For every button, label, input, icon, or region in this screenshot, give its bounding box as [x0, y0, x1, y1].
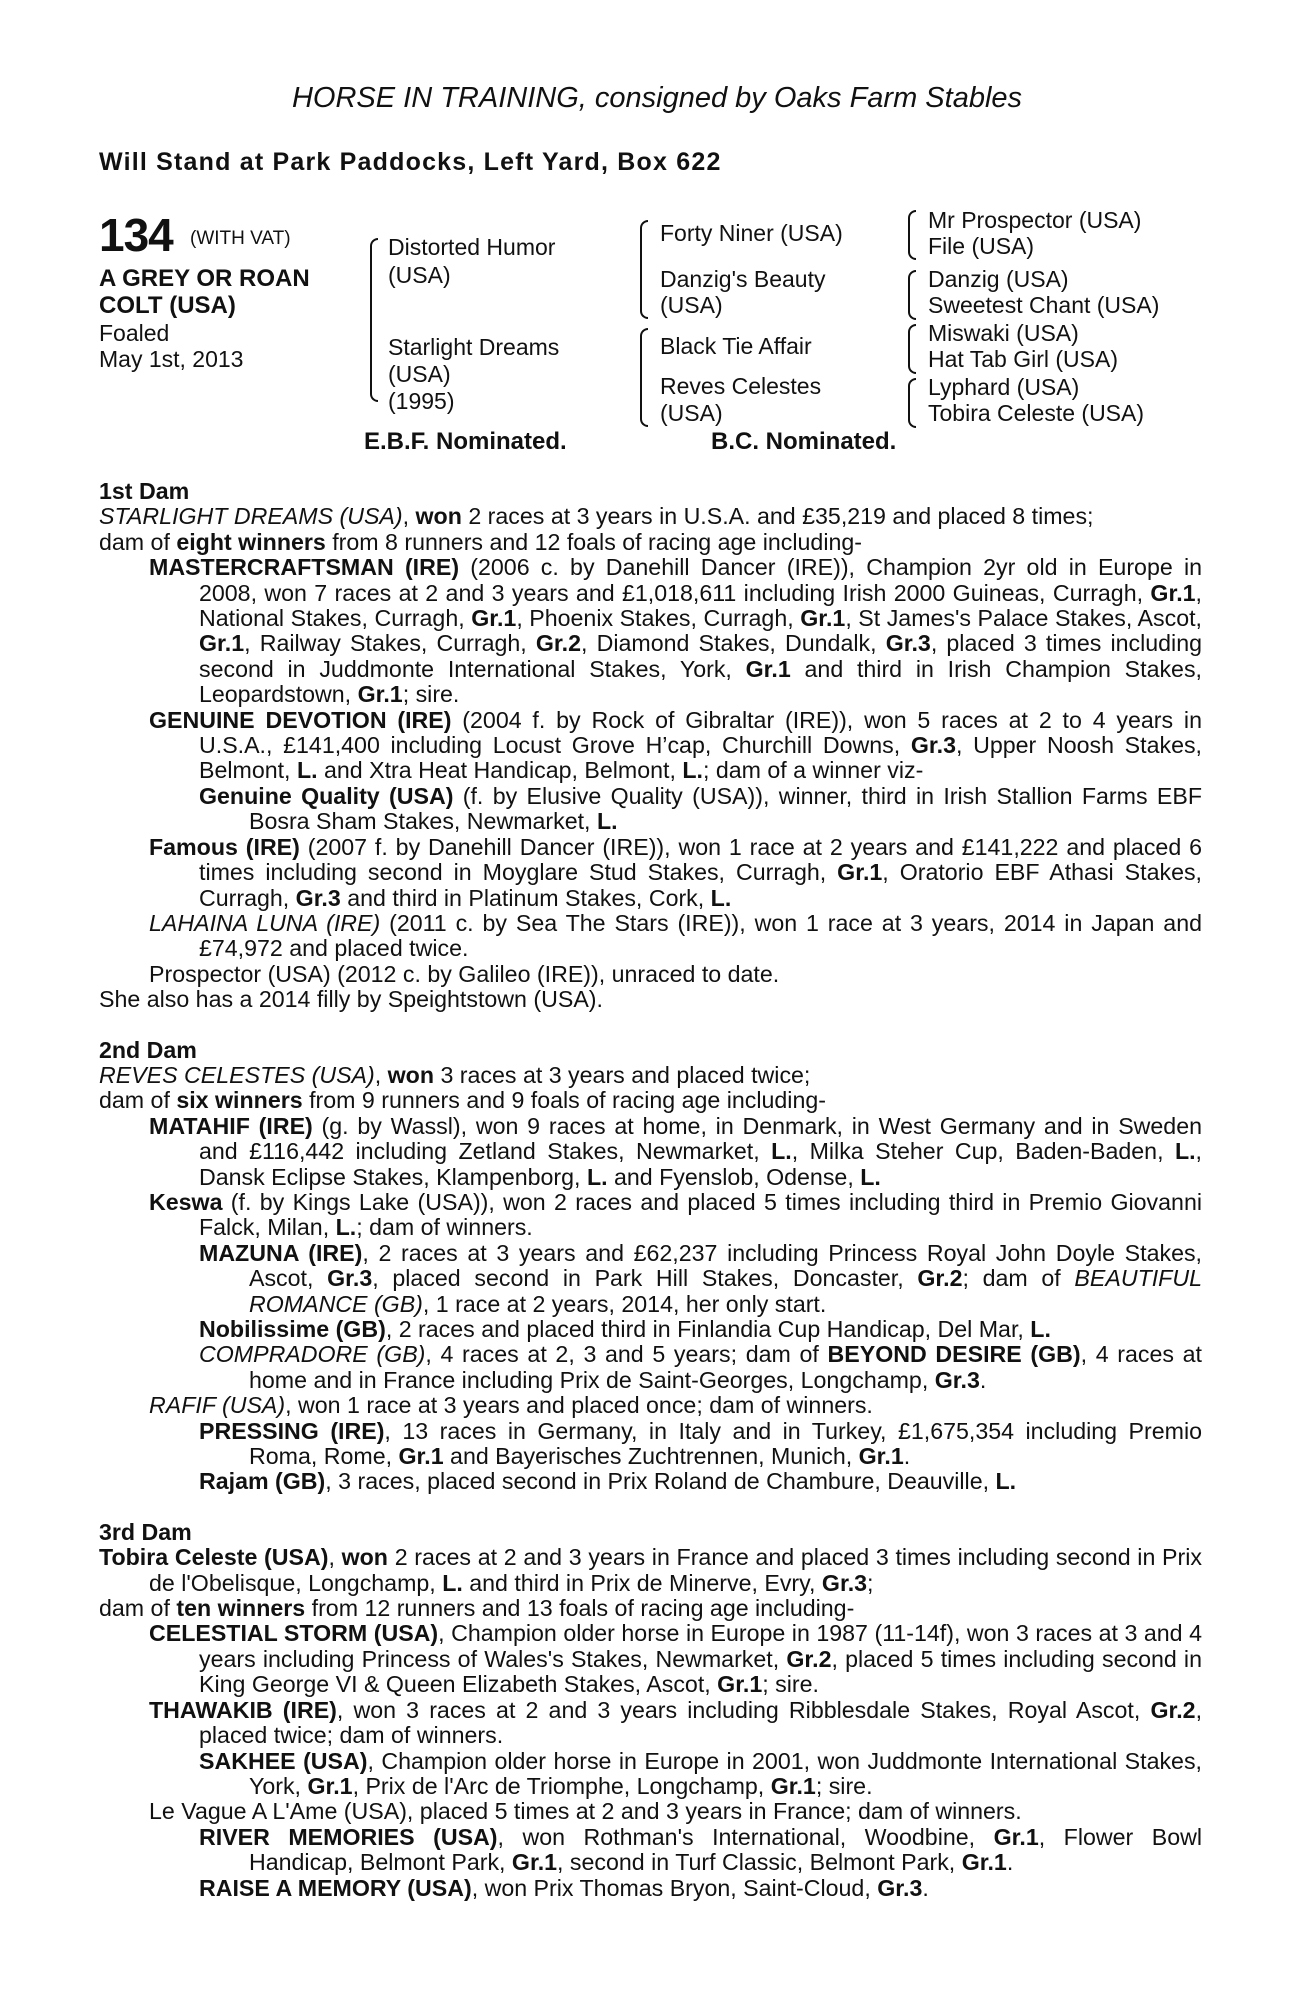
- entry-text: , won 1 race at 3 years and placed once; dam of winners.: [285, 1392, 873, 1419]
- entry-text: Tobira Celeste (USA): [99, 1544, 329, 1571]
- produce-entry: [99, 504, 1202, 529]
- entry-text: , Prix de l'Arc de Triomphe, Longchamp,: [352, 1772, 771, 1799]
- entry-text: Gr.2: [917, 1265, 963, 1292]
- entry-text: .: [922, 1874, 929, 1901]
- entry-text: L.: [995, 1468, 1017, 1495]
- entry-text: ;: [867, 1569, 874, 1596]
- produce-entry: [199, 1469, 1202, 1494]
- produce-entry: [99, 530, 1202, 555]
- foaled-date: May 1st, 2013: [99, 346, 244, 372]
- entry-text: Gr.1: [717, 1671, 763, 1698]
- entry-text: , placed 5 times including second in King George VI & Queen Elizabeth Stakes, Ascot,: [199, 1645, 1202, 1698]
- entry-text: L.: [860, 1163, 881, 1190]
- entry-text: , Diamond Stakes, Dundalk,: [581, 630, 886, 657]
- entry-text: SAKHEE (USA): [199, 1747, 368, 1774]
- entry-text: BEYOND DESIRE (GB): [827, 1341, 1081, 1368]
- entry-text: six winners: [176, 1087, 303, 1114]
- pedigree-brace: [640, 328, 648, 427]
- entry-text: Gr.1: [398, 1443, 444, 1470]
- bc-nominated: B.C. Nominated.: [711, 428, 897, 455]
- produce-entry: [149, 835, 1202, 911]
- entry-text: Famous (IRE): [149, 833, 300, 860]
- entry-text: COMPRADORE (GB): [199, 1341, 426, 1368]
- sire-name: Distorted Humor: [388, 234, 556, 260]
- entry-text: ,: [328, 1544, 342, 1571]
- entry-text: MAZUNA (IRE): [199, 1239, 363, 1266]
- entry-text: from 9 runners and 9 foals of racing age including-: [302, 1087, 826, 1114]
- entry-text: , won Rothman's International, Woodbine,: [497, 1823, 994, 1850]
- entry-text: (f. by Elusive Quality (USA)), winner, third in Irish Stallion Farms EBF Bosra Sham Stakes, Newmarket,: [249, 782, 1202, 835]
- entry-text: Gr.1: [511, 1849, 558, 1876]
- entry-text: (2004 f. by Rock of Gibraltar (IRE)), won 5 races at 2 to 4 years in U.S.A., £141,400 including Locust Grove H’cap, Churchill Downs,: [199, 706, 1202, 759]
- sire-sire-sire: Mr Prospector (USA): [928, 207, 1142, 233]
- entry-text: STARLIGHT DREAMS (USA): [99, 503, 403, 530]
- dam-dam-dam: Tobira Celeste (USA): [928, 400, 1145, 426]
- entry-text: Gr.1: [745, 655, 791, 682]
- entry-text: L.: [296, 757, 318, 784]
- entry-text: ; dam of: [962, 1265, 1075, 1292]
- entry-text: ,: [402, 503, 416, 530]
- entry-text: L.: [596, 808, 618, 835]
- entry-text: , 4 races at 2, 3 and 5 years; dam of: [425, 1341, 828, 1368]
- entry-text: and Fyenslob, Odense,: [607, 1163, 861, 1190]
- dam-dam-name: Reves Celestes: [660, 373, 822, 399]
- entry-text: .: [979, 1366, 987, 1393]
- entry-text: MASTERCRAFTSMAN (IRE): [149, 554, 460, 581]
- pedigree-brace: [370, 238, 378, 402]
- entry-text: Gr.2: [1150, 1696, 1196, 1723]
- sire-country: (USA): [388, 262, 451, 288]
- entry-text: , won Prix Thomas Bryon, Saint-Cloud,: [471, 1874, 878, 1901]
- entry-text: , Champion older horse in Europe in 1987 (11-14f), won 3 races at 3 and 4 years including Princess of Wales's Stakes, Newmarket,: [199, 1620, 1202, 1672]
- entry-text: , placed 3 times including second in Juddmonte International Stakes, York,: [199, 630, 1202, 682]
- entry-text: .: [1006, 1849, 1014, 1876]
- entry-text: and third in Prix de Minerve, Evry,: [462, 1569, 822, 1596]
- lot-description-line2: COLT (USA): [99, 292, 236, 319]
- entry-text: Gr.1: [800, 605, 846, 632]
- entry-text: , 2 races at 3 years and £62,237 including Princess Royal John Doyle Stakes, Ascot,: [249, 1239, 1202, 1292]
- entry-text: Gr.3: [910, 732, 956, 759]
- dam-section: [99, 1038, 1202, 1495]
- entry-text: Gr.1: [837, 859, 883, 886]
- sire-sire-dam: File (USA): [928, 233, 1035, 259]
- dam-dam-sire: Lyphard (USA): [928, 374, 1080, 400]
- entry-text: Gr.1: [858, 1443, 904, 1470]
- dam-year: (1995): [388, 388, 455, 414]
- produce-entry: [149, 1698, 1202, 1749]
- entry-text: Gr.3: [877, 1874, 923, 1901]
- entry-text: (2006 c. by Danehill Dancer (IRE)), Champion 2yr old in Europe in 2008, won 7 races at 2 and 3 years and £1,018,611 including Irish 2000 Guineas, Curragh,: [199, 554, 1203, 606]
- stand-location: Will Stand at Park Paddocks, Left Yard, Box 622: [99, 148, 722, 176]
- dam-heading: 2nd Dam: [99, 1036, 197, 1063]
- entry-text: REVES CELESTES (USA): [99, 1061, 375, 1088]
- entry-text: GENUINE DEVOTION (IRE): [149, 706, 452, 733]
- entry-text: won: [341, 1544, 388, 1571]
- entry-text: Gr.1: [307, 1772, 353, 1799]
- dam-sire-dam: Hat Tab Girl (USA): [928, 346, 1119, 372]
- entry-text: Gr.1: [1150, 579, 1196, 606]
- produce-entry: [199, 1317, 1202, 1342]
- produce-entry: [99, 987, 1202, 1012]
- foaled-label: Foaled: [99, 320, 170, 346]
- produce-entry: [149, 555, 1202, 707]
- produce-entry: [199, 1419, 1202, 1470]
- entry-text: Gr.1: [199, 630, 245, 657]
- entry-text: , Phoenix Stakes, Curragh,: [516, 605, 801, 632]
- entry-text: Le Vague A L'Ame (USA), placed 5 times at 2 and 3 years in France; dam of winners.: [149, 1798, 1022, 1825]
- entry-text: , National Stakes, Curragh,: [199, 579, 1202, 632]
- produce-entry: [199, 1342, 1202, 1393]
- produce-entry: [199, 1825, 1202, 1876]
- entry-text: Keswa: [149, 1188, 223, 1215]
- entry-text: LAHAINA LUNA (IRE): [149, 909, 381, 936]
- entry-text: , Flower Bowl Handicap, Belmont Park,: [249, 1823, 1202, 1876]
- entry-text: (2011 c. by Sea The Stars (IRE)), won 1 race at 3 years, 2014 in Japan and £74,972 and placed twice.: [199, 909, 1202, 962]
- entry-text: (2007 f. by Danehill Dancer (IRE)), won 1 race at 2 years and £141,222 and placed 6 times including second in Moyglare Stud Stakes, Curragh,: [199, 833, 1202, 886]
- pedigree-brace: [908, 210, 916, 260]
- entry-text: Gr.2: [786, 1645, 832, 1672]
- entry-text: Gr.3: [885, 630, 931, 657]
- produce-entry: [149, 708, 1202, 784]
- entry-text: ; dam of winners.: [356, 1214, 533, 1241]
- entry-text: , placed second in Park Hill Stakes, Doncaster,: [372, 1265, 918, 1292]
- entry-text: L.: [335, 1214, 357, 1241]
- entry-text: ; sire.: [815, 1772, 873, 1799]
- produce-entry: [149, 1393, 1202, 1418]
- entry-text: BEAUTIFUL ROMANCE (GB): [249, 1265, 1202, 1317]
- entry-text: , Railway Stakes, Curragh,: [244, 630, 536, 657]
- produce-entry: [149, 962, 1202, 987]
- produce-entry: [199, 1241, 1202, 1317]
- entry-text: Gr.1: [357, 681, 403, 708]
- produce-entry: [149, 911, 1202, 962]
- entry-text: eight winners: [176, 528, 326, 555]
- pedigree-brace: [908, 324, 916, 374]
- entry-text: , second in Turf Classic, Belmont Park,: [557, 1849, 962, 1876]
- entry-text: ; dam of a winner viz-: [702, 757, 924, 784]
- entry-text: Gr.1: [993, 1823, 1039, 1850]
- entry-text: 2 races at 2 and 3 years in France and placed 3 times including second in Prix de l'Obelisque, Longchamp,: [149, 1544, 1202, 1596]
- sire-sire: Forty Niner (USA): [660, 220, 843, 246]
- dam-heading: 1st Dam: [99, 478, 190, 504]
- entry-text: from 12 runners and 13 foals of racing age including-: [305, 1595, 855, 1622]
- entry-text: dam of: [99, 528, 177, 555]
- vat-label: (WITH VAT): [190, 228, 291, 249]
- entry-text: , placed twice; dam of winners.: [199, 1696, 1203, 1749]
- pedigree-brace: [908, 270, 916, 320]
- entry-text: ten winners: [176, 1595, 306, 1622]
- ebf-nominated: E.B.F. Nominated.: [364, 428, 567, 455]
- entry-text: and third in Platinum Stakes, Cork,: [340, 884, 711, 911]
- entry-text: L.: [586, 1163, 608, 1190]
- entry-text: RAISE A MEMORY (USA): [199, 1874, 472, 1901]
- produce-entry: [99, 1088, 1202, 1113]
- produce-entry: [99, 1063, 1202, 1088]
- sire-dam-country: (USA): [660, 292, 723, 318]
- dam-name: Starlight Dreams: [388, 334, 560, 360]
- entry-text: PRESSING (IRE): [199, 1417, 385, 1444]
- entry-text: ,: [374, 1061, 388, 1088]
- entry-text: Rajam (GB): [199, 1468, 326, 1495]
- entry-text: dam of: [99, 1595, 177, 1622]
- page-title: HORSE IN TRAINING, consigned by Oaks Farm Stables: [291, 82, 1023, 114]
- entry-text: Nobilissime (GB): [199, 1316, 386, 1342]
- produce-entry: [199, 1749, 1202, 1800]
- entry-text: and Bayerisches Zuchtrennen, Munich,: [443, 1443, 859, 1470]
- entry-text: Gr.3: [821, 1569, 868, 1596]
- dam-dam-country: (USA): [660, 400, 723, 426]
- entry-text: RIVER MEMORIES (USA): [199, 1823, 498, 1850]
- pedigree-brace: [908, 378, 916, 428]
- catalogue-body: [99, 479, 1202, 1901]
- entry-text: , 1 race at 2 years, 2014, her only start.: [422, 1290, 827, 1317]
- entry-text: L.: [710, 884, 732, 911]
- produce-entry: [149, 1190, 1202, 1241]
- produce-entry: [149, 1799, 1202, 1824]
- entry-text: , 2 races and placed third in Finlandia Cup Handicap, Del Mar,: [385, 1316, 1031, 1342]
- entry-text: and third in Irish Champion Stakes, Leopardstown,: [199, 655, 1202, 708]
- entry-text: dam of: [99, 1087, 177, 1114]
- dam-section: [99, 1520, 1202, 1901]
- entry-text: Gr.3: [327, 1265, 373, 1292]
- entry-text: , 4 races at home and in France including Prix de Saint-Georges, Longchamp,: [249, 1341, 1202, 1393]
- entry-text: from 8 runners and 12 foals of racing age including-: [325, 528, 862, 555]
- entry-text: Gr.1: [770, 1772, 816, 1799]
- entry-text: Prospector (USA) (2012 c. by Galileo (IRE)), unraced to date.: [149, 960, 780, 987]
- entry-text: , Dansk Eclipse Stakes, Klampenborg,: [199, 1138, 1202, 1190]
- produce-entry: [149, 1621, 1202, 1697]
- entry-text: MATAHIF (IRE): [149, 1112, 313, 1139]
- produce-entry: [199, 784, 1202, 835]
- dam-heading: 3rd Dam: [99, 1518, 192, 1545]
- entry-text: RAFIF (USA): [149, 1392, 286, 1419]
- entry-text: , Champion older horse in Europe in 2001, won Juddmonte International Stakes, York,: [249, 1747, 1202, 1799]
- entry-text: (g. by Wassl), won 9 races at home, in Denmark, in West Germany and in Sweden and £116,442 including Zetland Stakes, Newmarket,: [199, 1112, 1202, 1165]
- entry-text: CELESTIAL STORM (USA): [149, 1620, 439, 1647]
- entry-text: ; sire.: [762, 1671, 819, 1698]
- produce-entry: [99, 1596, 1202, 1621]
- sire-dam-name: Danzig's Beauty: [660, 266, 826, 292]
- pedigree-brace: [640, 220, 648, 319]
- entry-text: , 3 races, placed second in Prix Roland de Chambure, Deauville,: [325, 1468, 996, 1495]
- entry-text: Gr.1: [961, 1849, 1007, 1876]
- dam-country: (USA): [388, 361, 451, 387]
- dam-sire-sire: Miswaki (USA): [928, 320, 1079, 346]
- entry-text: L.: [442, 1569, 463, 1596]
- entry-text: L.: [1030, 1316, 1051, 1342]
- entry-text: L.: [682, 757, 703, 784]
- produce-entry: [149, 1114, 1202, 1190]
- sire-dam-dam: Sweetest Chant (USA): [928, 292, 1160, 318]
- produce-entry: [99, 1545, 1202, 1596]
- entry-text: She also has a 2014 filly by Speightstown (USA).: [99, 986, 603, 1013]
- entry-text: won: [387, 1061, 435, 1088]
- lot-description-line1: A GREY OR ROAN: [99, 265, 310, 292]
- entry-text: Gr.2: [535, 630, 582, 657]
- entry-text: (f. by Kings Lake (USA)), won 2 races and placed 5 times including third in Premio Giovanni Falck, Milan,: [199, 1188, 1202, 1241]
- entry-text: Gr.3: [295, 884, 341, 911]
- entry-text: , won 3 races at 2 and 3 years including Ribblesdale Stakes, Royal Ascot,: [336, 1696, 1151, 1723]
- produce-entry: [199, 1876, 1202, 1901]
- dam-sire: Black Tie Affair: [660, 333, 812, 359]
- entry-text: and Xtra Heat Handicap, Belmont,: [317, 757, 683, 784]
- entry-text: THAWAKIB (IRE): [149, 1696, 337, 1723]
- entry-text: L.: [771, 1138, 792, 1165]
- entry-text: .: [903, 1443, 911, 1470]
- entry-text: , Oratorio EBF Athasi Stakes, Curragh,: [199, 859, 1202, 911]
- entry-text: , Upper Noosh Stakes, Belmont,: [199, 732, 1203, 784]
- entry-text: , 13 races in Germany, in Italy and in Turkey, £1,675,354 including Premio Roma, Rome,: [249, 1417, 1202, 1470]
- lot-number: 134: [99, 209, 173, 261]
- entry-text: , St James's Palace Stakes, Ascot,: [845, 605, 1202, 632]
- dam-section: [99, 479, 1202, 1013]
- entry-text: Gr.1: [471, 605, 517, 632]
- entry-text: won: [415, 503, 462, 530]
- entry-text: Gr.3: [934, 1366, 980, 1393]
- sire-dam-sire: Danzig (USA): [928, 266, 1069, 292]
- entry-text: Genuine Quality (USA): [199, 782, 454, 809]
- entry-text: 2 races at 3 years in U.S.A. and £35,219 and placed 8 times;: [461, 503, 1094, 530]
- entry-text: ; sire.: [402, 681, 460, 708]
- entry-text: L.: [1174, 1138, 1196, 1165]
- entry-text: , Milka Steher Cup, Baden-Baden,: [791, 1138, 1175, 1165]
- entry-text: 3 races at 3 years and placed twice;: [434, 1061, 811, 1088]
